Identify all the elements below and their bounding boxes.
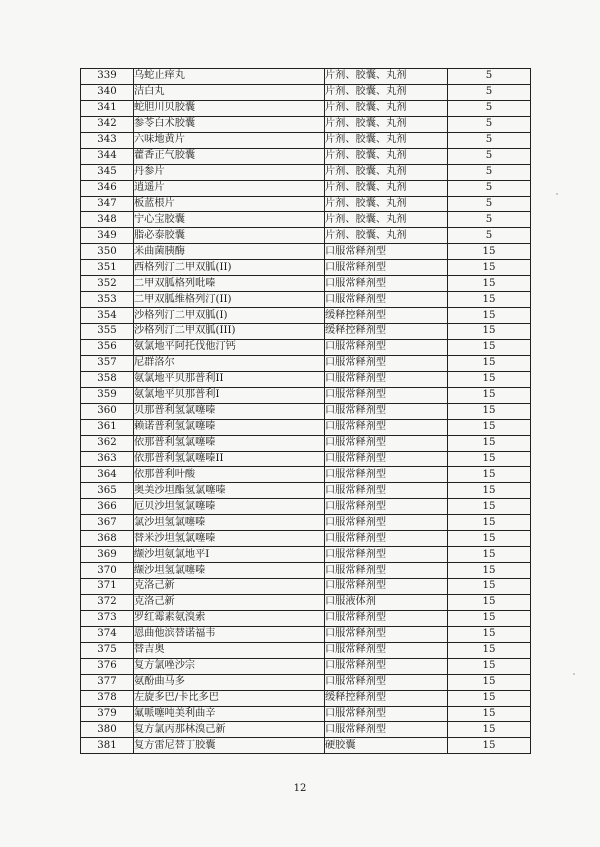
drug-name-cell: 复方氯唑沙宗 <box>134 658 325 674</box>
row-number-cell: 341 <box>81 100 134 116</box>
dosage-form-cell: 口服常释剂型 <box>325 387 448 403</box>
value-cell: 15 <box>448 244 531 260</box>
drug-name-cell: 丹参片 <box>134 164 325 180</box>
drug-name-cell: 洁白丸 <box>134 84 325 100</box>
value-cell: 15 <box>448 563 531 579</box>
drug-name-cell: 氨氯地平贝那普利I <box>134 387 325 403</box>
dosage-form-cell: 缓释控释剂型 <box>325 308 448 324</box>
dosage-form-cell: 口服常释剂型 <box>325 642 448 658</box>
drug-name-cell: 依那普利氢氯噻嗪 <box>134 435 325 451</box>
dosage-form-cell: 口服常释剂型 <box>325 706 448 722</box>
table-row <box>81 212 531 228</box>
table-row <box>81 610 531 626</box>
row-number-cell: 351 <box>81 260 134 276</box>
table-row <box>81 499 531 515</box>
value-cell: 5 <box>448 116 531 132</box>
dosage-form-cell: 口服常释剂型 <box>325 658 448 674</box>
dosage-form-cell: 片剂、胶囊、丸剂 <box>325 100 448 116</box>
drug-name-cell: 尼群洛尔 <box>134 355 325 371</box>
row-number-cell: 371 <box>81 579 134 595</box>
dosage-form-cell: 缓释控释剂型 <box>325 324 448 340</box>
drug-name-cell: 氨酚曲马多 <box>134 674 325 690</box>
table-row <box>81 180 531 196</box>
table-row <box>81 292 531 308</box>
table-row <box>81 276 531 292</box>
row-number-cell: 362 <box>81 435 134 451</box>
table-row <box>81 324 531 340</box>
row-number-cell: 373 <box>81 610 134 626</box>
value-cell: 5 <box>448 132 531 148</box>
value-cell: 15 <box>448 642 531 658</box>
drug-name-cell: 克洛己新 <box>134 579 325 595</box>
drug-name-cell: 西格列汀二甲双胍(II) <box>134 260 325 276</box>
value-cell: 15 <box>448 658 531 674</box>
table-row <box>81 674 531 690</box>
value-cell: 15 <box>448 308 531 324</box>
value-cell: 5 <box>448 212 531 228</box>
dosage-form-cell: 口服常释剂型 <box>325 483 448 499</box>
row-number-cell: 356 <box>81 339 134 355</box>
table-row <box>81 116 531 132</box>
drug-name-cell: 氨氯地平阿托伐他汀钙 <box>134 339 325 355</box>
table-row <box>81 339 531 355</box>
value-cell: 15 <box>448 276 531 292</box>
drug-name-cell: 氟哌噻吨美利曲辛 <box>134 706 325 722</box>
row-number-cell: 368 <box>81 531 134 547</box>
value-cell: 5 <box>448 228 531 244</box>
row-number-cell: 378 <box>81 690 134 706</box>
table-row <box>81 148 531 164</box>
row-number-cell: 359 <box>81 387 134 403</box>
value-cell: 15 <box>448 324 531 340</box>
dosage-form-cell: 口服常释剂型 <box>325 371 448 387</box>
row-number-cell: 346 <box>81 180 134 196</box>
dosage-form-cell: 片剂、胶囊、丸剂 <box>325 148 448 164</box>
table-row <box>81 722 531 738</box>
row-number-cell: 352 <box>81 276 134 292</box>
dosage-form-cell: 片剂、胶囊、丸剂 <box>325 212 448 228</box>
table-row <box>81 228 531 244</box>
dosage-form-cell: 口服液体剂 <box>325 594 448 610</box>
drug-name-cell: 逍遥片 <box>134 180 325 196</box>
drug-name-cell: 替米沙坦氢氯噻嗪 <box>134 531 325 547</box>
row-number-cell: 340 <box>81 84 134 100</box>
dosage-form-cell: 片剂、胶囊、丸剂 <box>325 132 448 148</box>
drug-name-cell: 奥美沙坦酯氢氯噻嗪 <box>134 483 325 499</box>
value-cell: 15 <box>448 706 531 722</box>
row-number-cell: 372 <box>81 594 134 610</box>
row-number-cell: 363 <box>81 451 134 467</box>
row-number-cell: 370 <box>81 563 134 579</box>
value-cell: 15 <box>448 387 531 403</box>
drug-name-cell: 六味地黄片 <box>134 132 325 148</box>
row-number-cell: 348 <box>81 212 134 228</box>
value-cell: 15 <box>448 547 531 563</box>
table-row <box>81 84 531 100</box>
value-cell: 15 <box>448 260 531 276</box>
dosage-form-cell: 口服常释剂型 <box>325 292 448 308</box>
table-row <box>81 515 531 531</box>
table-row <box>81 132 531 148</box>
row-number-cell: 347 <box>81 196 134 212</box>
table-row <box>81 547 531 563</box>
row-number-cell: 357 <box>81 355 134 371</box>
table-row <box>81 260 531 276</box>
dosage-form-cell: 片剂、胶囊、丸剂 <box>325 84 448 100</box>
value-cell: 15 <box>448 531 531 547</box>
drug-name-cell: 复方氯丙那林溴己新 <box>134 722 325 738</box>
scan-speck <box>573 673 575 675</box>
drug-name-cell: 罗红霉素氨溴索 <box>134 610 325 626</box>
table-row <box>81 579 531 595</box>
table-row <box>81 244 531 260</box>
table-row <box>81 451 531 467</box>
dosage-form-cell: 口服常释剂型 <box>325 403 448 419</box>
value-cell: 15 <box>448 355 531 371</box>
row-number-cell: 344 <box>81 148 134 164</box>
dosage-form-cell: 片剂、胶囊、丸剂 <box>325 164 448 180</box>
value-cell: 15 <box>448 626 531 642</box>
table-row <box>81 642 531 658</box>
table-row <box>81 100 531 116</box>
drug-name-cell: 脂必泰胶囊 <box>134 228 325 244</box>
value-cell: 15 <box>448 292 531 308</box>
table-row <box>81 690 531 706</box>
drug-name-cell: 恩曲他滨替诺福韦 <box>134 626 325 642</box>
row-number-cell: 381 <box>81 738 134 754</box>
table-row <box>81 387 531 403</box>
value-cell: 15 <box>448 451 531 467</box>
drug-name-cell: 藿香正气胶囊 <box>134 148 325 164</box>
table-row <box>81 594 531 610</box>
drug-name-cell: 赖诺普利氢氯噻嗪 <box>134 419 325 435</box>
drug-table <box>80 68 531 754</box>
value-cell: 15 <box>448 483 531 499</box>
row-number-cell: 364 <box>81 467 134 483</box>
value-cell: 15 <box>448 467 531 483</box>
drug-name-cell: 氨氯地平贝那普利II <box>134 371 325 387</box>
table-row <box>81 308 531 324</box>
table-row <box>81 69 531 85</box>
drug-name-cell: 缬沙坦氢氯噻嗪 <box>134 563 325 579</box>
value-cell: 15 <box>448 515 531 531</box>
drug-name-cell: 二甲双胍维格列汀(II) <box>134 292 325 308</box>
dosage-form-cell: 口服常释剂型 <box>325 626 448 642</box>
value-cell: 15 <box>448 690 531 706</box>
drug-name-cell: 乌蛇止痒丸 <box>134 69 325 85</box>
row-number-cell: 342 <box>81 116 134 132</box>
dosage-form-cell: 缓释控释剂型 <box>325 690 448 706</box>
table-row <box>81 196 531 212</box>
dosage-form-cell: 口服常释剂型 <box>325 244 448 260</box>
table-row <box>81 164 531 180</box>
value-cell: 15 <box>448 674 531 690</box>
table-row <box>81 483 531 499</box>
row-number-cell: 353 <box>81 292 134 308</box>
row-number-cell: 345 <box>81 164 134 180</box>
drug-name-cell: 复方雷尼替丁胶囊 <box>134 738 325 754</box>
row-number-cell: 355 <box>81 324 134 340</box>
drug-name-cell: 替吉奥 <box>134 642 325 658</box>
page-number: 12 <box>293 783 307 794</box>
drug-table-body <box>81 69 531 754</box>
row-number-cell: 339 <box>81 69 134 85</box>
drug-name-cell: 克洛己新 <box>134 594 325 610</box>
row-number-cell: 374 <box>81 626 134 642</box>
row-number-cell: 361 <box>81 419 134 435</box>
table-row <box>81 355 531 371</box>
row-number-cell: 377 <box>81 674 134 690</box>
value-cell: 5 <box>448 69 531 85</box>
dosage-form-cell: 口服常释剂型 <box>325 499 448 515</box>
dosage-form-cell: 口服常释剂型 <box>325 339 448 355</box>
value-cell: 5 <box>448 148 531 164</box>
row-number-cell: 358 <box>81 371 134 387</box>
row-number-cell: 350 <box>81 244 134 260</box>
value-cell: 15 <box>448 738 531 754</box>
value-cell: 5 <box>448 100 531 116</box>
row-number-cell: 379 <box>81 706 134 722</box>
row-number-cell: 367 <box>81 515 134 531</box>
row-number-cell: 360 <box>81 403 134 419</box>
dosage-form-cell: 口服常释剂型 <box>325 547 448 563</box>
drug-name-cell: 左旋多巴/卡比多巴 <box>134 690 325 706</box>
value-cell: 5 <box>448 164 531 180</box>
row-number-cell: 343 <box>81 132 134 148</box>
value-cell: 15 <box>448 419 531 435</box>
value-cell: 15 <box>448 435 531 451</box>
table-row <box>81 738 531 754</box>
drug-name-cell: 参苓白术胶囊 <box>134 116 325 132</box>
drug-name-cell: 沙格列汀二甲双胍(III) <box>134 324 325 340</box>
dosage-form-cell: 口服常释剂型 <box>325 579 448 595</box>
dosage-form-cell: 片剂、胶囊、丸剂 <box>325 228 448 244</box>
drug-name-cell: 板蓝根片 <box>134 196 325 212</box>
dosage-form-cell: 口服常释剂型 <box>325 531 448 547</box>
value-cell: 5 <box>448 180 531 196</box>
table-row <box>81 563 531 579</box>
drug-name-cell: 贝那普利氢氯噻嗪 <box>134 403 325 419</box>
drug-name-cell: 厄贝沙坦氢氯噻嗪 <box>134 499 325 515</box>
drug-name-cell: 米曲菌胰酶 <box>134 244 325 260</box>
dosage-form-cell: 口服常释剂型 <box>325 419 448 435</box>
row-number-cell: 375 <box>81 642 134 658</box>
table-row <box>81 706 531 722</box>
dosage-form-cell: 硬胶囊 <box>325 738 448 754</box>
value-cell: 5 <box>448 196 531 212</box>
dosage-form-cell: 口服常释剂型 <box>325 515 448 531</box>
value-cell: 15 <box>448 403 531 419</box>
dosage-form-cell: 口服常释剂型 <box>325 674 448 690</box>
table-row <box>81 419 531 435</box>
value-cell: 15 <box>448 371 531 387</box>
dosage-form-cell: 口服常释剂型 <box>325 260 448 276</box>
dosage-form-cell: 口服常释剂型 <box>325 722 448 738</box>
drug-name-cell: 缬沙坦氨氯地平I <box>134 547 325 563</box>
drug-name-cell: 二甲双胍格列吡嗪 <box>134 276 325 292</box>
row-number-cell: 349 <box>81 228 134 244</box>
drug-name-cell: 沙格列汀二甲双胍(I) <box>134 308 325 324</box>
table-row <box>81 626 531 642</box>
scan-speck <box>556 193 558 195</box>
drug-name-cell: 蛇胆川贝胶囊 <box>134 100 325 116</box>
dosage-form-cell: 片剂、胶囊、丸剂 <box>325 180 448 196</box>
value-cell: 15 <box>448 499 531 515</box>
drug-name-cell: 宁心宝胶囊 <box>134 212 325 228</box>
table-row <box>81 435 531 451</box>
value-cell: 15 <box>448 579 531 595</box>
table-row <box>81 371 531 387</box>
drug-name-cell: 依那普利叶酸 <box>134 467 325 483</box>
row-number-cell: 365 <box>81 483 134 499</box>
dosage-form-cell: 片剂、胶囊、丸剂 <box>325 116 448 132</box>
drug-name-cell: 依那普利氢氯噻嗪II <box>134 451 325 467</box>
dosage-form-cell: 口服常释剂型 <box>325 451 448 467</box>
dosage-form-cell: 口服常释剂型 <box>325 435 448 451</box>
value-cell: 15 <box>448 594 531 610</box>
value-cell: 15 <box>448 722 531 738</box>
dosage-form-cell: 口服常释剂型 <box>325 467 448 483</box>
dosage-form-cell: 片剂、胶囊、丸剂 <box>325 69 448 85</box>
value-cell: 15 <box>448 339 531 355</box>
dosage-form-cell: 口服常释剂型 <box>325 276 448 292</box>
row-number-cell: 366 <box>81 499 134 515</box>
row-number-cell: 369 <box>81 547 134 563</box>
dosage-form-cell: 口服常释剂型 <box>325 563 448 579</box>
value-cell: 15 <box>448 610 531 626</box>
row-number-cell: 354 <box>81 308 134 324</box>
dosage-form-cell: 片剂、胶囊、丸剂 <box>325 196 448 212</box>
value-cell: 5 <box>448 84 531 100</box>
row-number-cell: 376 <box>81 658 134 674</box>
dosage-form-cell: 口服常释剂型 <box>325 610 448 626</box>
dosage-form-cell: 口服常释剂型 <box>325 355 448 371</box>
table-row <box>81 531 531 547</box>
table-row <box>81 658 531 674</box>
table-row <box>81 467 531 483</box>
table-row <box>81 403 531 419</box>
row-number-cell: 380 <box>81 722 134 738</box>
drug-name-cell: 氯沙坦氢氯噻嗪 <box>134 515 325 531</box>
